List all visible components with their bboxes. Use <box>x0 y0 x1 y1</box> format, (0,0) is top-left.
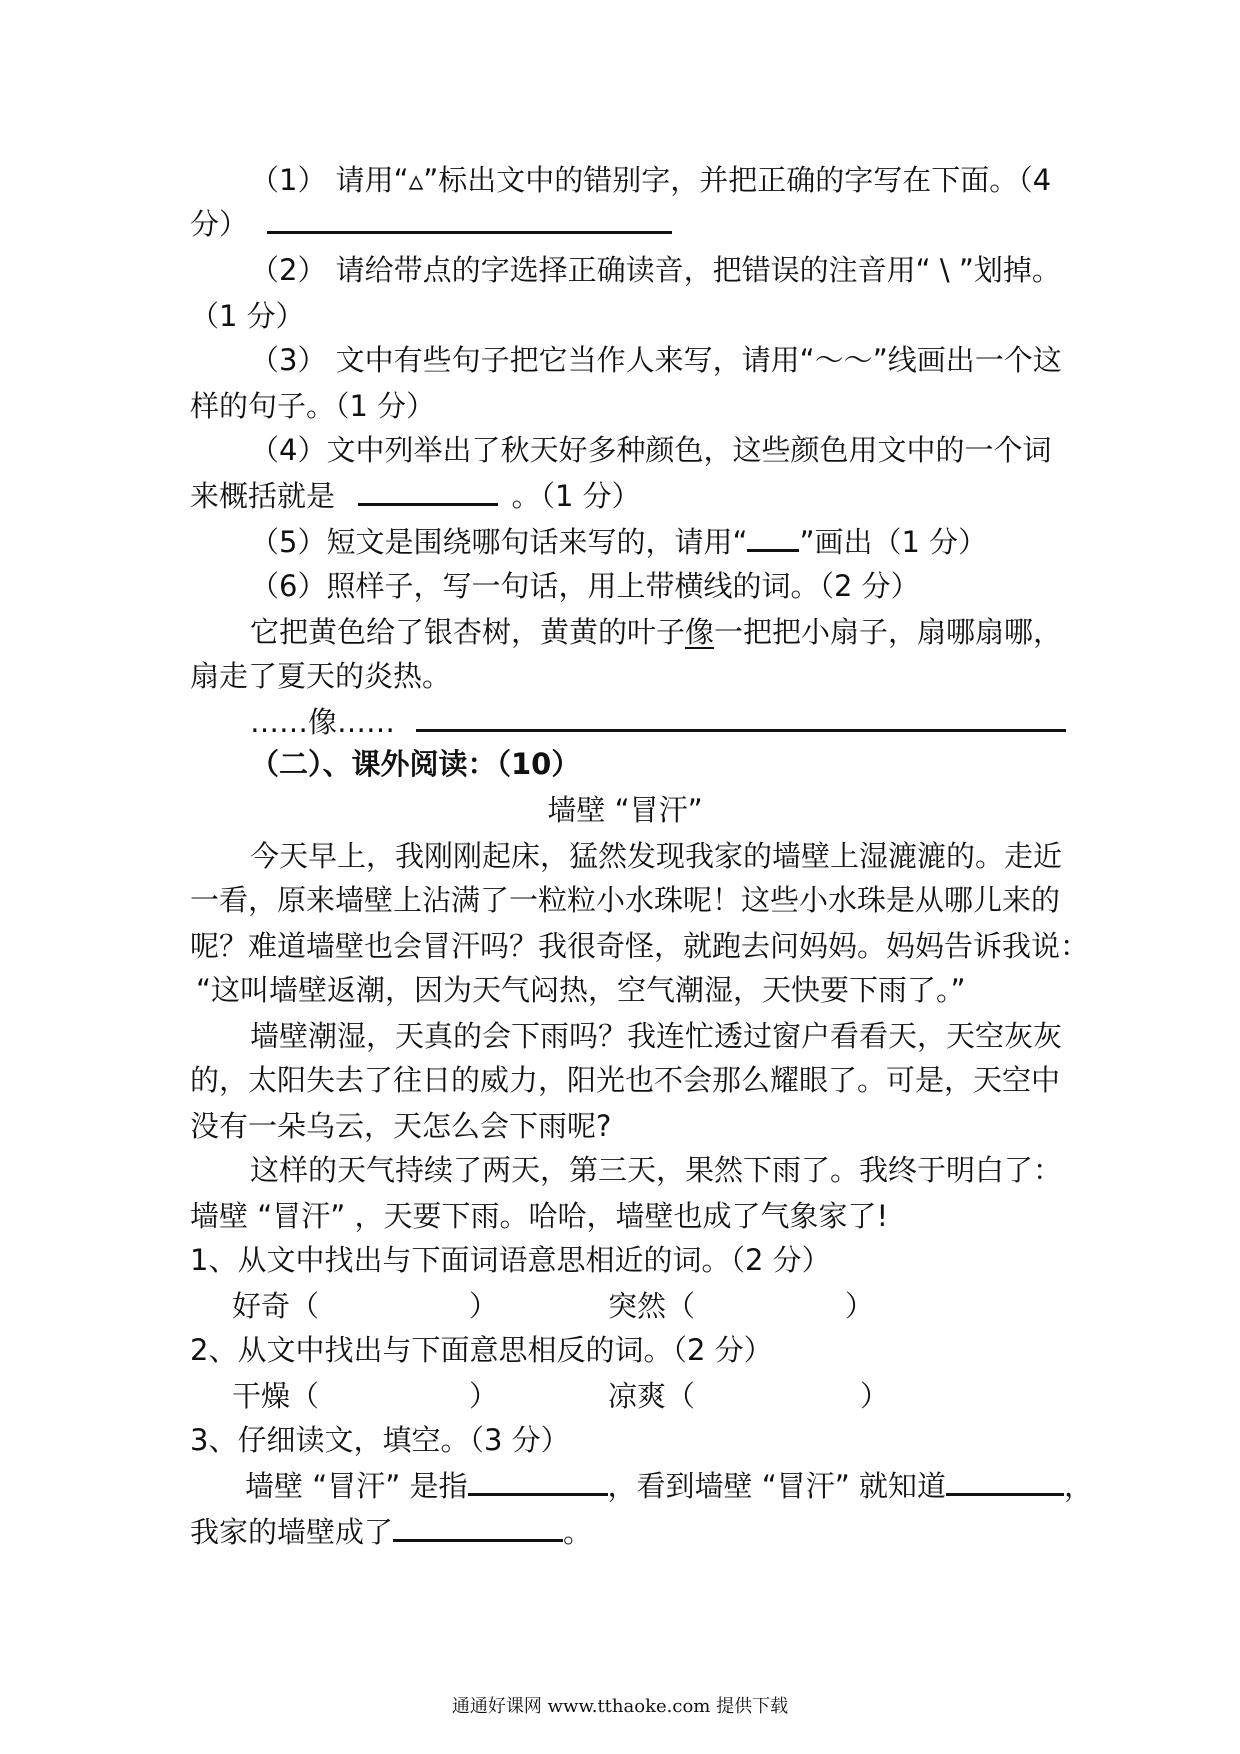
q6-answer-blank[interactable] <box>416 703 1066 732</box>
ex2-word1: 干燥（ <box>232 1379 320 1413</box>
page-footer: 通通好课网 www.tthaoke.com 提供下载 <box>451 1696 789 1717</box>
q1-line2-text: 分） <box>190 207 249 241</box>
ex3-text-a: 墙壁 “冒汗” 是指 <box>245 1469 468 1503</box>
passage-line-1: 今天早上，我刚刚起床，猛然发现我家的墙壁上湿漉漉的。走近 <box>250 839 1063 873</box>
ex1-word2: 突然（ <box>608 1289 696 1323</box>
q6-pattern-line <box>250 702 1060 742</box>
ex1-answers <box>232 1286 1102 1326</box>
ex3-text-d: 我家的墙壁成了 <box>190 1515 394 1549</box>
ex3-line2 <box>190 1512 1060 1552</box>
q1-line2 <box>190 204 1060 244</box>
ex3-text-e: 。 <box>563 1515 593 1549</box>
q5-text-a: （5）短文是围绕哪句话来写的，请用“ <box>250 525 748 559</box>
q2-line1: （2） 请给带点的字选择正确读音，把错误的注音用“ \ ”划掉。 <box>250 253 1061 287</box>
q6-example-b: 一把把小扇子，扇哪扇哪， <box>714 615 1063 649</box>
ex1-close2: ） <box>845 1289 875 1323</box>
ex3-blank1[interactable] <box>468 1467 608 1496</box>
q3-line2: 样的句子。（1 分） <box>190 389 436 423</box>
q1-line1: （1） 请用“▵”标出文中的错别字，并把正确的字写在下面。（4 <box>250 163 1052 197</box>
ex3-blank2[interactable] <box>946 1467 1064 1496</box>
passage-line-6: 的，太阳失去了往日的威力，阳光也不会那么耀眼了。可是，天空中 <box>190 1063 1061 1097</box>
ex1-close1: ） <box>469 1289 499 1323</box>
ex3-blank3[interactable] <box>393 1513 563 1542</box>
passage-line-9: 墙壁 “冒汗” ，天要下雨。哈哈，墙壁也成了气象家了! <box>190 1199 889 1233</box>
q5-text-b: ”画出（1 分） <box>799 525 988 559</box>
q6-line1: （6）照样子，写一句话，用上带横线的词。（2 分） <box>250 569 920 603</box>
q3-line1: （3） 文中有些句子把它当作人来写，请用“～～”线画出一个这 <box>250 343 1062 377</box>
passage-line-3: 呢？难道墙壁也会冒汗吗？我很奇怪，就跑去问妈妈。妈妈告诉我说： <box>190 929 1090 963</box>
q4-line1: （4）文中列举出了秋天好多种颜色，这些颜色用文中的一个词 <box>250 433 1052 467</box>
ex2-answers <box>232 1376 1102 1416</box>
q6-example-a: 它把黄色给了银杏树，黄黄的叶子 <box>250 615 686 649</box>
q4-line2-text: 来概括就是 <box>190 479 336 513</box>
ex3-text-b: ，看到墙壁 “冒汗” 就知道 <box>607 1469 946 1503</box>
q1-answer-blank[interactable] <box>267 205 672 234</box>
ex2-close1: ） <box>469 1379 499 1413</box>
ex3-line1 <box>245 1466 1094 1506</box>
passage-line-8: 这样的天气持续了两天，第三天，果然下雨了。我终于明白了： <box>250 1153 1063 1187</box>
ex2-close2: ） <box>860 1379 890 1413</box>
ex1-prompt: 1、从文中找出与下面词语意思相近的词。（2 分） <box>190 1243 831 1277</box>
passage-line-4: “这叫墙壁返潮，因为天气闷热，空气潮湿，天快要下雨了。” <box>196 973 966 1007</box>
ex2-word2: 凉爽（ <box>608 1379 696 1413</box>
q2-line2: （1 分） <box>190 299 305 333</box>
ex3-text-c: ， <box>1064 1469 1094 1503</box>
q6-pattern: ……像…… <box>250 705 396 739</box>
q5-underline-sample <box>747 525 799 552</box>
ex3-prompt: 3、仔细读文，填空。（3 分） <box>190 1423 570 1457</box>
ex2-prompt: 2、从文中找出与下面意思相反的词。（2 分） <box>190 1333 773 1367</box>
passage-line-5: 墙壁潮湿，天真的会下雨吗？我连忙透过窗户看看天，天空灰灰 <box>250 1019 1063 1053</box>
q5-line <box>250 522 1060 562</box>
passage-line-2: 一看，原来墙壁上沾满了一粒粒小水珠呢！这些小水珠是从哪儿来的 <box>190 883 1061 917</box>
q6-example-line2: 扇走了夏天的炎热。 <box>190 659 452 693</box>
q6-example-line1 <box>250 612 1063 652</box>
q6-example-word: 像 <box>685 615 715 649</box>
q4-line2-score: 。（1 分） <box>511 479 641 513</box>
ex1-word1: 好奇（ <box>232 1289 320 1323</box>
q4-line2 <box>190 476 1060 516</box>
passage-title: 墙壁 “冒汗” <box>547 793 703 827</box>
q4-answer-blank[interactable] <box>358 477 498 506</box>
section2-heading: （二）、课外阅读：（10） <box>250 747 581 781</box>
passage-line-7: 没有一朵乌云，天怎么会下雨呢? <box>190 1109 612 1143</box>
